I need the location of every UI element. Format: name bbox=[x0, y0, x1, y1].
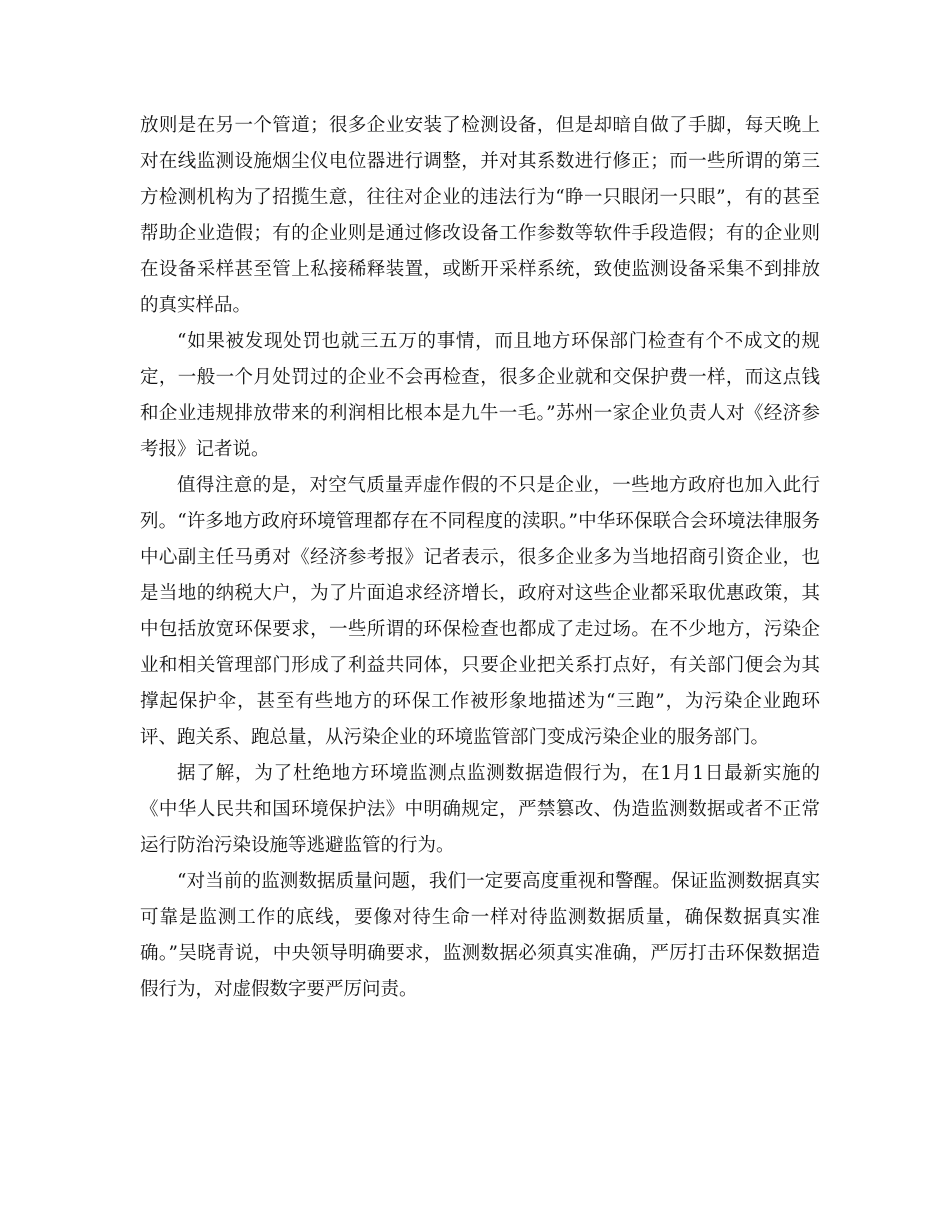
document-page bbox=[140, 108, 820, 1008]
paragraph-continuation: 放则是在另一个管道；很多企业安装了检测设备，但是却暗自做了手脚，每天晚上对在线监测设施烟尘仪电位器进行调整，并对其系数进行修正；而一些所谓的第三方检测机构为了招揽生意，往往对企业的违法行为“睁一只眼闭一只眼”，有的甚至帮助企业造假；有的企业则是通过修改设备工作参数等软件手段造假；有的企业则在设备采样甚至管上私接稀释装置，或断开采样系统，致使监测设备采集不到排放的真实样品。 bbox=[140, 115, 820, 316]
paragraph-business-quote: “如果被发现处罚也就三五万的事情，而且地方环保部门检查有个不成文的规定，一般一个月处罚过的企业不会再检查，很多企业就和交保护费一样，而这点钱和企业违规排放带来的利润相比根本是九牛一毛。”苏州一家企业负责人对《经济参考报》记者说。 bbox=[140, 331, 820, 460]
paragraph-local-government: 值得注意的是，对空气质量弄虚作假的不只是企业，一些地方政府也加入此行列。“许多地方政府环境管理都存在不同程度的渎职。”中华环保联合会环境法律服务中心副主任马勇对《经济参考报》记者表示，很多企业多为当地招商引资企业，也是当地的纳税大户，为了片面追求经济增长，政府对这些企业都采取优惠政策，其中包括放宽环保要求，一些所谓的环保检查也都成了走过场。在不少地方，污染企业和相关管理部门形成了利益共同体，只要企业把关系打点好，有关部门便会为其撑起保护伞，甚至有些地方的环保工作被形象地描述为“三跑”，为污染企业跑环评、跑关系、跑总量，从污染企业的环境监管部门变成污染企业的服务部门。 bbox=[140, 475, 820, 748]
paragraph-environmental-law: 据了解，为了杜绝地方环境监测点监测数据造假行为，在1月1日最新实施的《中华人民共和国环境保护法》中明确规定，严禁篡改、伪造监测数据或者不正常运行防治污染设施等逃避监管的行为。 bbox=[140, 763, 820, 856]
paragraph-official-quote: “对当前的监测数据质量问题，我们一定要高度重视和警醒。保证监测数据真实可靠是监测工作的底线，要像对待生命一样对待监测数据质量，确保数据真实准确。”吴晓青说，中央领导明确要求，监测数据必须真实准确，严厉打击环保数据造假行为，对虚假数字要严厉问责。 bbox=[140, 871, 820, 1000]
